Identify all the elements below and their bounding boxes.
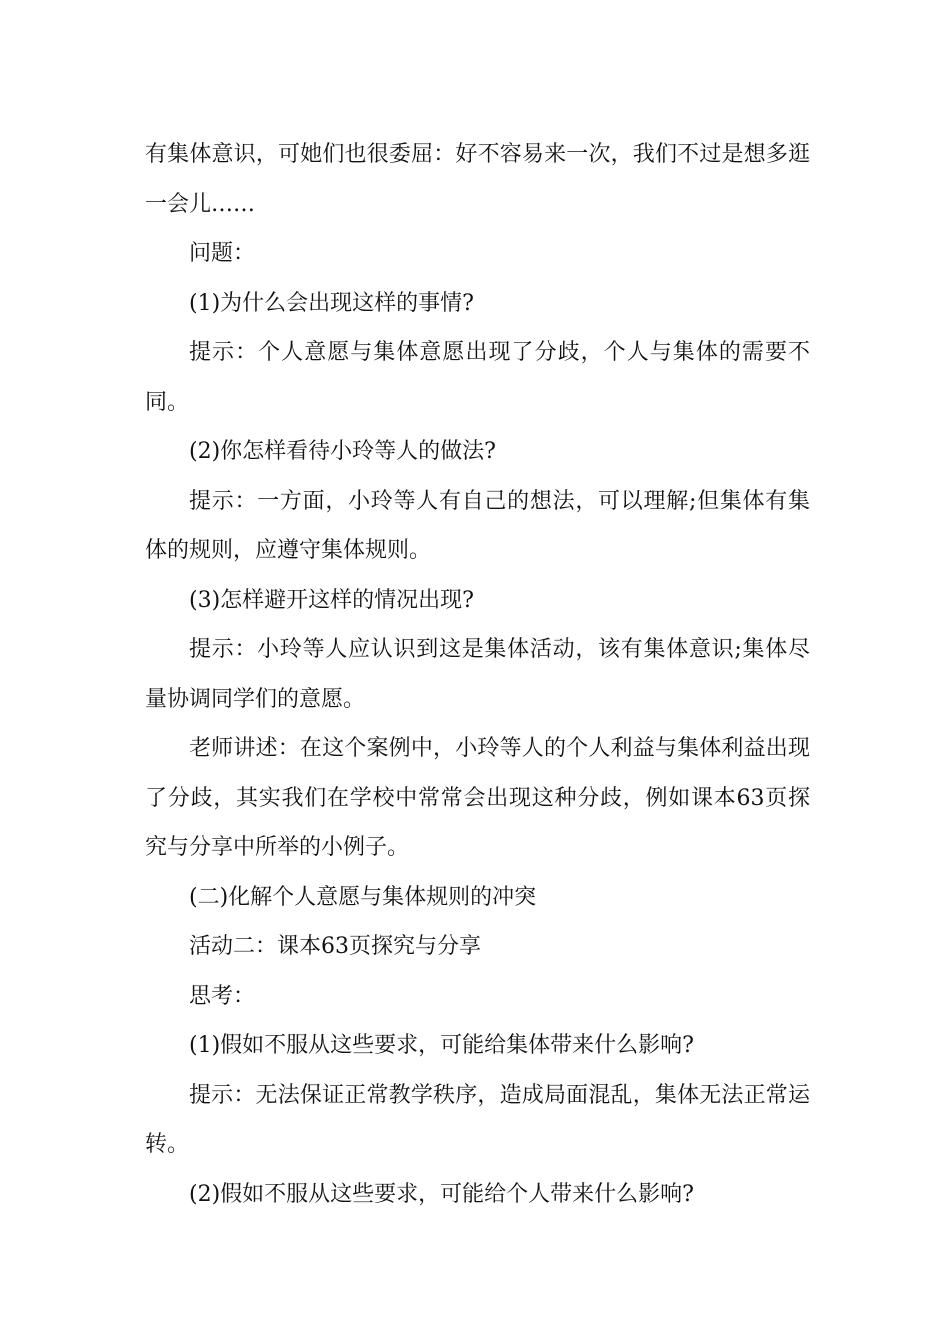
paragraph-think-question-2: (2)假如不服从这些要求，可能给个人带来什么影响? [189,1181,694,1207]
paragraph-question-1: (1)为什么会出现这样的事情? [189,290,474,316]
paragraph-questions-heading: 问题： [189,241,256,266]
paragraph-question-2: (2)你怎样看待小玲等人的做法? [189,439,496,464]
paragraph-think-question-1: (1)假如不服从这些要求，可能给集体带来什么影响? [189,1033,694,1058]
document-body [145,130,810,1219]
paragraph-think-hint-1: 提示：无法保证正常教学秩序，造成局面混乱，集体无法正常运转。 [145,1082,810,1157]
paragraph-section-heading: (二)化解个人意愿与集体规则的冲突 [189,884,537,910]
paragraph-hint-1: 提示：个人意愿与集体意愿出现了分歧，个人与集体的需要不同。 [145,340,810,415]
paragraph-think-heading: 思考： [189,983,256,1009]
paragraph-teacher-narration: 老师讲述：在这个案例中，小玲等人的个人利益与集体利益出现了分歧，其实我们在学校中常常会出现这种分歧，例如课本63页探究与分享中所举的小例子。 [145,736,810,860]
paragraph-continuation: 有集体意识，可她们也很委屈：好不容易来一次，我们不过是想多逛一会儿…… [145,142,810,217]
paragraph-hint-2: 提示：一方面，小玲等人有自己的想法，可以理解;但集体有集体的规则，应遵守集体规则。 [145,488,810,563]
paragraph-hint-3: 提示：小玲等人应认识到这是集体活动，该有集体意识;集体尽量协调同学们的意愿。 [145,637,810,712]
paragraph-question-3: (3)怎样避开这样的情况出现? [189,587,474,613]
paragraph-activity-two: 活动二：课本63页探究与分享 [189,934,481,959]
